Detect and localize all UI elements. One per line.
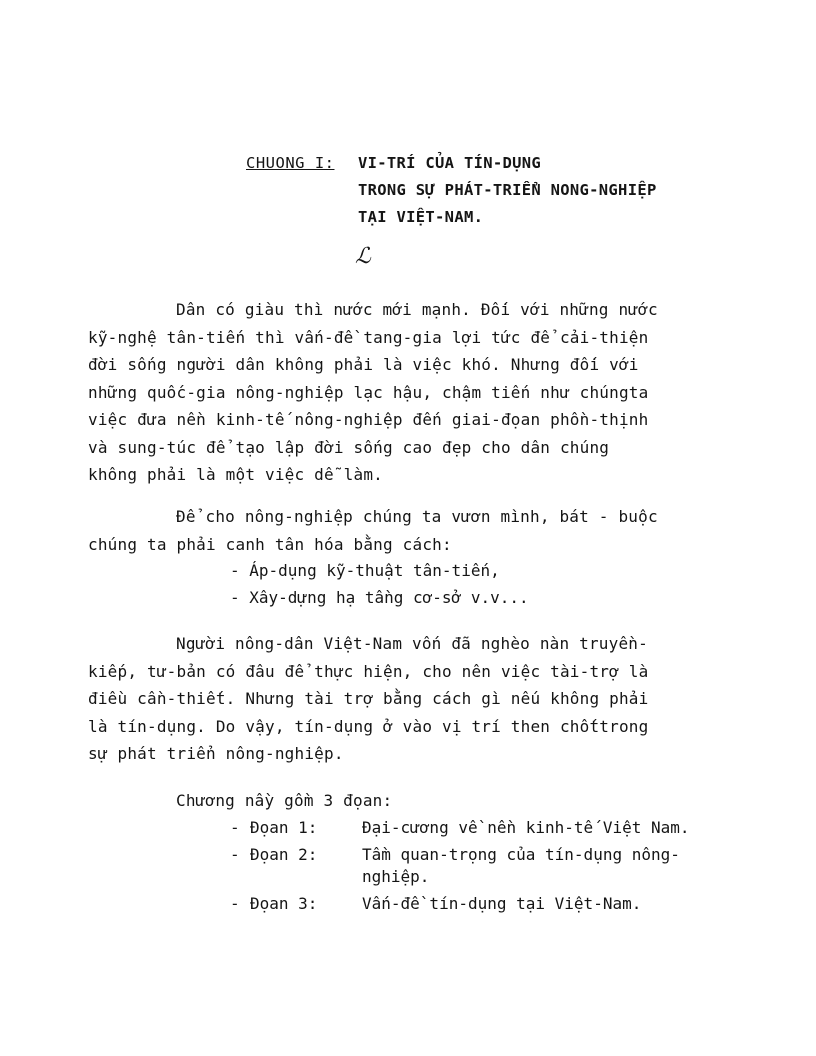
paragraph-line: Dân có giàu thì nước mới mạnh. Đối với những nước <box>176 300 658 319</box>
sections-intro <box>88 787 736 815</box>
section-description: Vấn-đề tín-dụng tại Việt-Nam. <box>362 894 642 913</box>
paragraph-line: Người nông-dân Việt-Nam vốn đã nghèo nàn truyền- <box>176 634 648 653</box>
paragraph-line: điều cần-thiết. Nhưng tài trợ bằng cách gì nếu không phải <box>88 689 649 708</box>
paragraph-line: Để cho nông-nghiệp chúng ta vươn mình, bát - buộc <box>176 507 658 526</box>
paragraph-line: đời sống người dân không phải là việc khó. Nhưng đối với <box>88 355 639 374</box>
chapter-title-line-3: TẠI VIỆT-NAM. <box>358 208 484 226</box>
paragraph-credit <box>88 630 736 768</box>
paragraph-line: việc đưa nền kinh-tế nông-nghiệp đến giai-đọan phồn-thịnh <box>88 410 649 429</box>
method-item-1: - Áp-dụng kỹ-thuật tân-tiến, <box>230 561 500 580</box>
paragraph-line: kỹ-nghệ tân-tiến thì vấn-đề tang-gia lợi tức để cải-thiện <box>88 327 649 347</box>
chapter-title-line-1: VI-TRÍ CỦA TÍN-DỤNG <box>358 154 542 172</box>
section-item <box>230 817 742 839</box>
section-item <box>230 893 742 915</box>
sections-intro-line: Chương nầy gồm 3 đọan: <box>176 791 393 810</box>
section-label: Đọan 3: <box>250 894 318 913</box>
section-description: Tầm quan-trọng của tín-dụng nông-nghiệp. <box>362 845 680 886</box>
paragraph-line: là tín-dụng. Do vậy, tín-dụng ở vào vị trí then chốttrong <box>88 716 649 736</box>
paragraph-line: kiếp, tư-bản có đâu để thực hiện, cho nên việc tài-trợ là <box>88 661 649 681</box>
chapter-label: CHUONG I: <box>246 154 335 172</box>
section-label: Đọan 2: <box>250 845 318 864</box>
paragraph-modernization <box>88 503 736 558</box>
paragraph-line: sự phát triển nông-nghiệp. <box>88 744 344 763</box>
chapter-heading <box>246 150 657 231</box>
chapter-title-line-2: TRONG SỰ PHÁT-TRIỂN NONG-NGHIỆP <box>358 181 657 199</box>
paragraph-line: không phải là một việc dễ làm. <box>88 465 383 484</box>
paragraph-line: chúng ta phải canh tân hóa bằng cách: <box>88 534 452 554</box>
section-item <box>230 844 742 888</box>
section-list <box>230 817 742 920</box>
section-label: Đọan 1: <box>250 818 318 837</box>
list-dash: - <box>230 845 240 864</box>
list-dash: - <box>230 818 240 837</box>
paragraph-intro <box>88 296 736 489</box>
paragraph-line: và sung-túc để tạo lập đời sống cao đẹp cho dân chúng <box>88 437 610 457</box>
method-item-2: - Xây-dựng hạ tầng cơ-sở v.v... <box>230 588 529 607</box>
section-description: Đại-cương về nền kinh-tế Việt Nam. <box>362 818 690 837</box>
paragraph-line: những quốc-gia nông-nghiệp lạc hậu, chậm tiến như chúngta <box>88 382 649 402</box>
list-dash: - <box>230 894 240 913</box>
page-mark: ℒ <box>355 244 371 269</box>
